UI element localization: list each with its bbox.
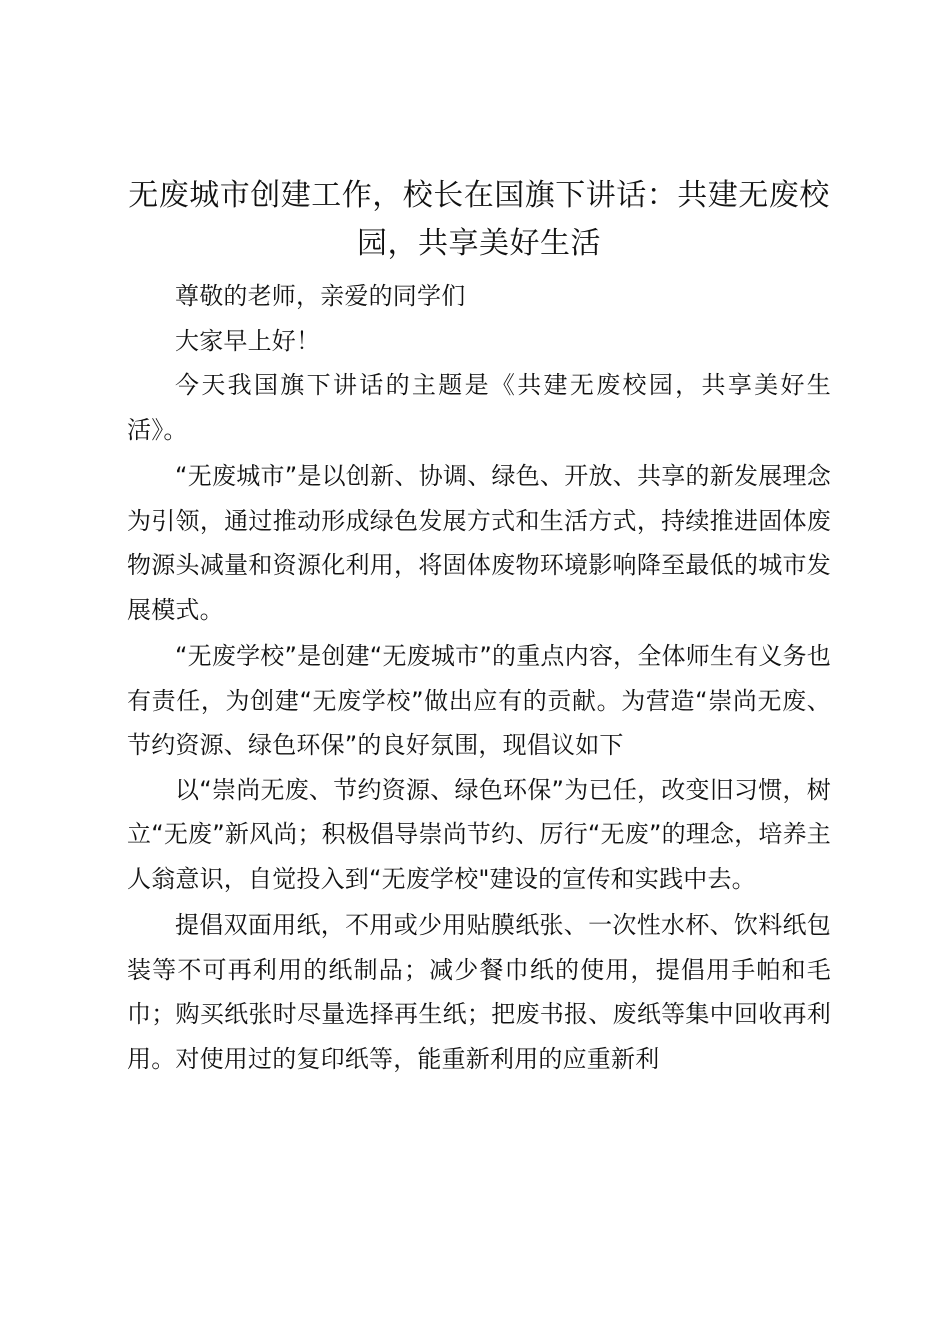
paragraph-paper-saving: 提倡双面用纸，不用或少用贴膜纸张、一次性水杯、饮料纸包装等不可再利用的纸制品；减少餐巾纸的使用，提倡用手帕和毛巾；购买纸张时尽量选择再生纸；把废书报、废纸等集中回收再利用。对使用过的复印纸等，能重新利用的应重新利: [127, 911, 831, 1073]
paragraph-wasteless-city: “无废城市”是以创新、协调、绿色、开放、共享的新发展理念为引领，通过推动形成绿色发展方式和生活方式，持续推进固体废物源头减量和资源化利用，将固体废物环境影响降至最低的城市发展模式。: [127, 462, 831, 624]
document-title: 无废城市创建工作，校长在国旗下讲话：共建无废校园，共享美好生活: [128, 178, 830, 261]
paragraph-wasteless-school: “无废学校”是创建“无废城市”的重点内容，全体师生有义务也有责任，为创建“无废学校”做出应有的贡献。为营造“崇尚无废、节约资源、绿色环保”的良好氛围，现倡议如下: [127, 642, 831, 759]
paragraph-topic: 今天我国旗下讲话的主题是《共建无废校园，共享美好生活》。: [127, 371, 831, 444]
greeting: 大家早上好！: [175, 326, 321, 355]
paragraph-initiative: 以“崇尚无废、节约资源、绿色环保”为已任，改变旧习惯，树立“无废”新风尚；积极倡导崇尚节约、厉行“无废”的理念，培养主人翁意识，自觉投入到“无废学校"建设的宣传和实践中去。: [127, 775, 831, 893]
salutation: 尊敬的老师，亲爱的同学们: [175, 282, 466, 310]
document-body: [127, 172, 831, 1081]
